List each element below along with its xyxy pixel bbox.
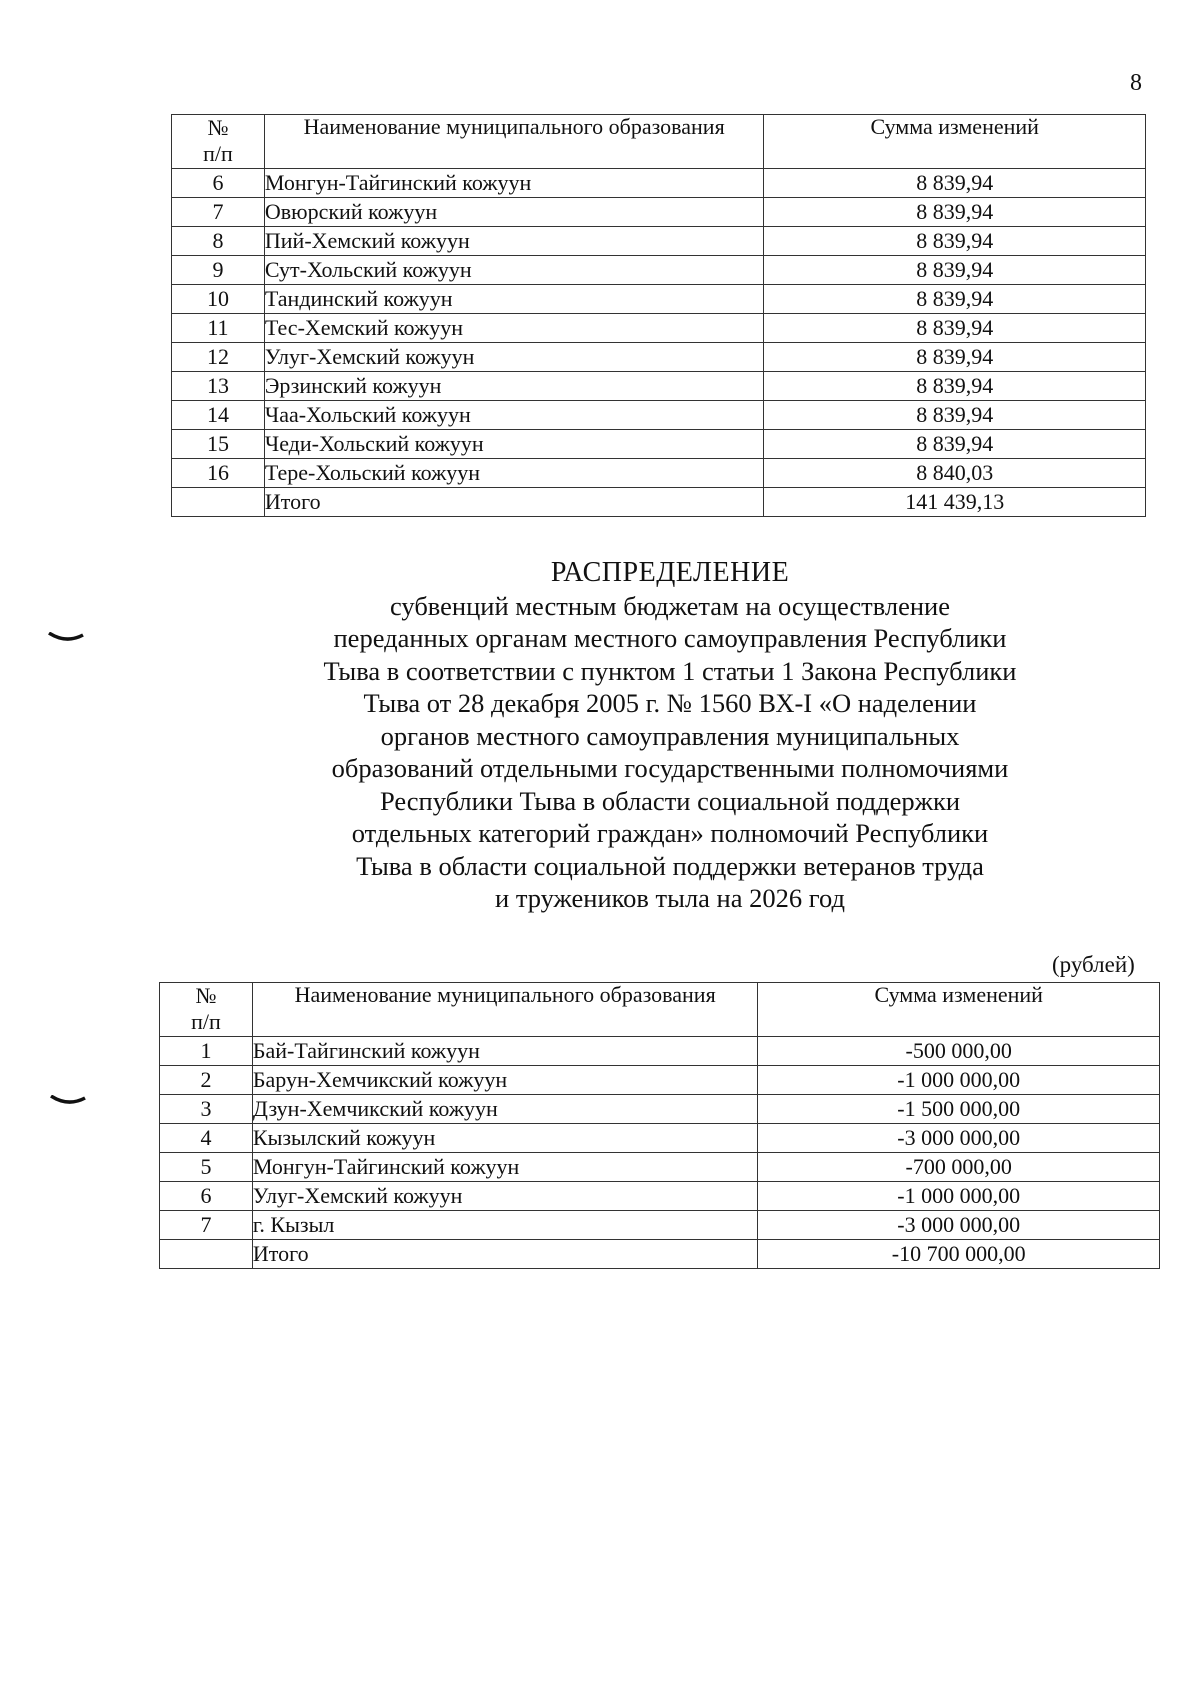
row-number: 6: [160, 1181, 253, 1210]
table-row: [172, 226, 1146, 255]
header-amount: Сумма изменений: [764, 115, 1146, 169]
row-municipality: Чеди-Хольский кожуун: [264, 429, 764, 458]
subsidy-changes-table-continued: [171, 114, 1146, 517]
row-amount: 8 839,94: [764, 255, 1146, 284]
row-amount: -700 000,00: [758, 1152, 1160, 1181]
table-row: [172, 458, 1146, 487]
row-amount: 8 839,94: [764, 197, 1146, 226]
heading-line: Республики Тыва в области социальной поддержки: [379, 785, 961, 816]
total-label: Итого: [264, 487, 764, 516]
table-row: [172, 429, 1146, 458]
table-row: [160, 1152, 1160, 1181]
table-row: [172, 371, 1146, 400]
row-amount: -3 000 000,00: [758, 1210, 1160, 1239]
row-number: 13: [172, 371, 265, 400]
heading-title: РАСПРЕДЕЛЕНИЕ: [550, 557, 790, 588]
table-row: [172, 197, 1146, 226]
row-amount: -1 500 000,00: [758, 1094, 1160, 1123]
row-number: 7: [160, 1210, 253, 1239]
row-municipality: Тере-Хольский кожуун: [264, 458, 764, 487]
row-number: 11: [172, 313, 265, 342]
row-number: 12: [172, 342, 265, 371]
row-amount: 8 839,94: [764, 226, 1146, 255]
table-row: [160, 1181, 1160, 1210]
total-row: [172, 487, 1146, 516]
row-amount: 8 840,03: [764, 458, 1146, 487]
table-row: [160, 1065, 1160, 1094]
total-amount: 141 439,13: [764, 487, 1146, 516]
row-municipality: Чаа-Хольский кожуун: [264, 400, 764, 429]
row-municipality: Сут-Хольский кожуун: [264, 255, 764, 284]
page-number: 8: [1130, 70, 1142, 96]
header-number-sign: №: [207, 115, 229, 140]
heading-line: образований отдельными государственными полномочиями: [331, 753, 1009, 783]
header-number: [160, 983, 253, 1037]
row-municipality: Тандинский кожуун: [264, 284, 764, 313]
header-number-pp: п/п: [191, 1009, 221, 1035]
row-municipality: Монгун-Тайгинский кожуун: [264, 168, 764, 197]
heading-line: отдельных категорий граждан» полномочий Республики: [351, 818, 989, 848]
total-amount: -10 700 000,00: [758, 1239, 1160, 1268]
row-amount: -3 000 000,00: [758, 1123, 1160, 1152]
table-row: [172, 400, 1146, 429]
row-amount: 8 839,94: [764, 400, 1146, 429]
header-number-pp: п/п: [203, 141, 233, 167]
row-municipality: Эрзинский кожуун: [264, 371, 764, 400]
row-amount: -500 000,00: [758, 1036, 1160, 1065]
row-number: 3: [160, 1094, 253, 1123]
row-amount: 8 839,94: [764, 313, 1146, 342]
total-number-cell: [172, 487, 265, 516]
table-row: [160, 1094, 1160, 1123]
row-municipality: Монгун-Тайгинский кожуун: [252, 1152, 758, 1181]
table-row: [160, 1036, 1160, 1065]
row-number: 4: [160, 1123, 253, 1152]
row-amount: 8 839,94: [764, 371, 1146, 400]
table-row: [172, 342, 1146, 371]
distribution-heading: [250, 557, 1090, 915]
table-header-row: [160, 983, 1160, 1037]
row-number: 8: [172, 226, 265, 255]
row-number: 7: [172, 197, 265, 226]
heading-line: Тыва в соответствии с пунктом 1 статьи 1 Закона Республики: [323, 655, 1017, 686]
scan-punch-mark: [50, 1095, 86, 1105]
heading-line: Тыва в области социальной поддержки ветеранов труда: [356, 850, 984, 881]
scan-punch-mark: [48, 632, 84, 642]
row-municipality: Кызылский кожуун: [252, 1123, 758, 1152]
table-header-row: [172, 115, 1146, 169]
header-amount: Сумма изменений: [758, 983, 1160, 1037]
heading-line: субвенций местным бюджетам на осуществление: [390, 590, 950, 621]
total-number-cell: [160, 1239, 253, 1268]
row-number: 16: [172, 458, 265, 487]
total-label: Итого: [252, 1239, 758, 1268]
row-amount: -1 000 000,00: [758, 1181, 1160, 1210]
row-municipality: Улуг-Хемский кожуун: [252, 1181, 758, 1210]
table-row: [172, 284, 1146, 313]
units-label: (рублей): [1052, 952, 1135, 977]
row-number: 5: [160, 1152, 253, 1181]
row-municipality: Барун-Хемчикский кожуун: [252, 1065, 758, 1094]
subvention-distribution-table: [159, 982, 1160, 1269]
row-municipality: Овюрский кожуун: [264, 197, 764, 226]
heading-line: и тружеников тыла на 2026 год: [495, 883, 845, 913]
row-municipality: Улуг-Хемский кожуун: [264, 342, 764, 371]
row-amount: 8 839,94: [764, 429, 1146, 458]
table-row: [160, 1210, 1160, 1239]
row-number: 2: [160, 1065, 253, 1094]
header-municipality: Наименование муниципального образования: [252, 983, 758, 1037]
table-row: [172, 168, 1146, 197]
row-amount: 8 839,94: [764, 284, 1146, 313]
row-number: 10: [172, 284, 265, 313]
row-municipality: Пий-Хемский кожуун: [264, 226, 764, 255]
table-row: [172, 255, 1146, 284]
row-municipality: г. Кызыл: [252, 1210, 758, 1239]
header-municipality: Наименование муниципального образования: [264, 115, 764, 169]
heading-line: переданных органам местного самоуправления Республики: [333, 623, 1007, 653]
row-municipality: Дзун-Хемчикский кожуун: [252, 1094, 758, 1123]
table-row: [172, 313, 1146, 342]
row-number: 15: [172, 429, 265, 458]
row-municipality: Тес-Хемский кожуун: [264, 313, 764, 342]
table-row: [160, 1123, 1160, 1152]
row-number: 6: [172, 168, 265, 197]
header-number: [172, 115, 265, 169]
row-amount: 8 839,94: [764, 168, 1146, 197]
row-number: 1: [160, 1036, 253, 1065]
row-amount: 8 839,94: [764, 342, 1146, 371]
total-row: [160, 1239, 1160, 1268]
row-amount: -1 000 000,00: [758, 1065, 1160, 1094]
header-number-sign: №: [195, 983, 217, 1008]
row-municipality: Бай-Тайгинский кожуун: [252, 1036, 758, 1065]
row-number: 9: [172, 255, 265, 284]
heading-line: органов местного самоуправления муниципальных: [380, 720, 960, 751]
heading-line: Тыва от 28 декабря 2005 г. № 1560 ВХ-I «О наделении: [363, 688, 977, 718]
row-number: 14: [172, 400, 265, 429]
